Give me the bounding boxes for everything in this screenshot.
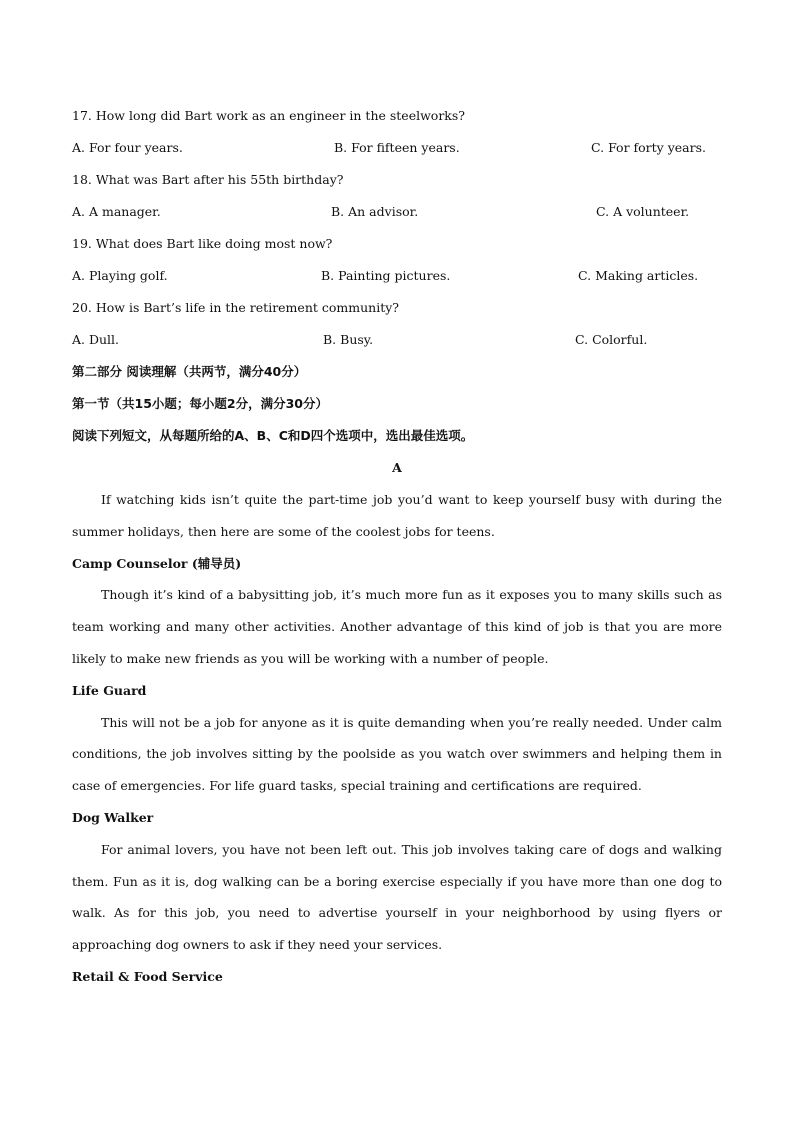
part-title: 第二部分 阅读理解（共两节，满分40分） — [72, 364, 307, 379]
option-a: A. Playing golf. — [72, 268, 168, 283]
option-c: C. For forty years. — [591, 140, 706, 155]
passage-intro: If watching kids isn’t quite the part-time job you’d want to keep yourself busy with during the summer holidays, then here are some of the coolest jobs for teens. — [72, 492, 722, 539]
option-b: B. An advisor. — [331, 204, 419, 219]
question-stem: 20. How is Bart’s life in the retirement community? — [72, 300, 399, 315]
job-heading-dog-walker: Dog Walker — [72, 809, 154, 825]
option-a: A. For four years. — [72, 140, 183, 155]
job-heading-camp-counselor: Camp Counselor (辅导员) — [72, 555, 242, 571]
option-c: C. A volunteer. — [596, 204, 690, 219]
option-b: B. Busy. — [323, 332, 374, 347]
passage-label: A — [392, 460, 402, 475]
option-b: B. Painting pictures. — [321, 268, 451, 283]
section-title: 第一节（共15小题；每小题2分，满分30分） — [72, 396, 328, 411]
life-guard-paragraph: This will not be a job for anyone as it is quite demanding when you’re really needed. Under calm conditions, the job involves sitting by the poolside as you watch over swimmers and helping them in case of emergencies. For life guard tasks, special training and certifications are required. — [72, 714, 722, 794]
exam-page — [72, 100, 722, 993]
question-options — [72, 324, 722, 356]
option-c: C. Colorful. — [575, 332, 648, 347]
camp-counselor-paragraph: Though it’s kind of a babysitting job, it’s much more fun as it exposes you to many skills such as team working and many other activities. Another advantage of this kind of job is that you are more likely to make new friends as you will be working with a number of people. — [72, 587, 722, 666]
question-options — [72, 132, 722, 164]
question-options — [72, 260, 722, 292]
option-c: C. Making articles. — [578, 268, 699, 283]
job-heading-life-guard: Life Guard — [72, 682, 147, 698]
question-stem: 19. What does Bart like doing most now? — [72, 236, 333, 251]
instruction: 阅读下列短文，从每题所给的A、B、C和D四个选项中，选出最佳选项。 — [72, 428, 474, 443]
question-stem: 17. How long did Bart work as an engineer in the steelworks? — [72, 108, 465, 123]
job-heading-retail-food-service: Retail & Food Service — [72, 968, 223, 984]
option-a: A. A manager. — [72, 204, 161, 219]
option-b: B. For fifteen years. — [334, 140, 460, 155]
question-options — [72, 196, 722, 228]
question-stem: 18. What was Bart after his 55th birthday? — [72, 172, 344, 187]
option-a: A. Dull. — [72, 332, 120, 347]
dog-walker-paragraph: For animal lovers, you have not been left out. This job involves taking care of dogs and walking them. Fun as it is, dog walking can be a boring exercise especially if you have more than one dog to walk. As for this job, you need to advertise yourself in your neighborhood by using flyers or approaching dog owners to ask if they need your services. — [72, 841, 722, 953]
